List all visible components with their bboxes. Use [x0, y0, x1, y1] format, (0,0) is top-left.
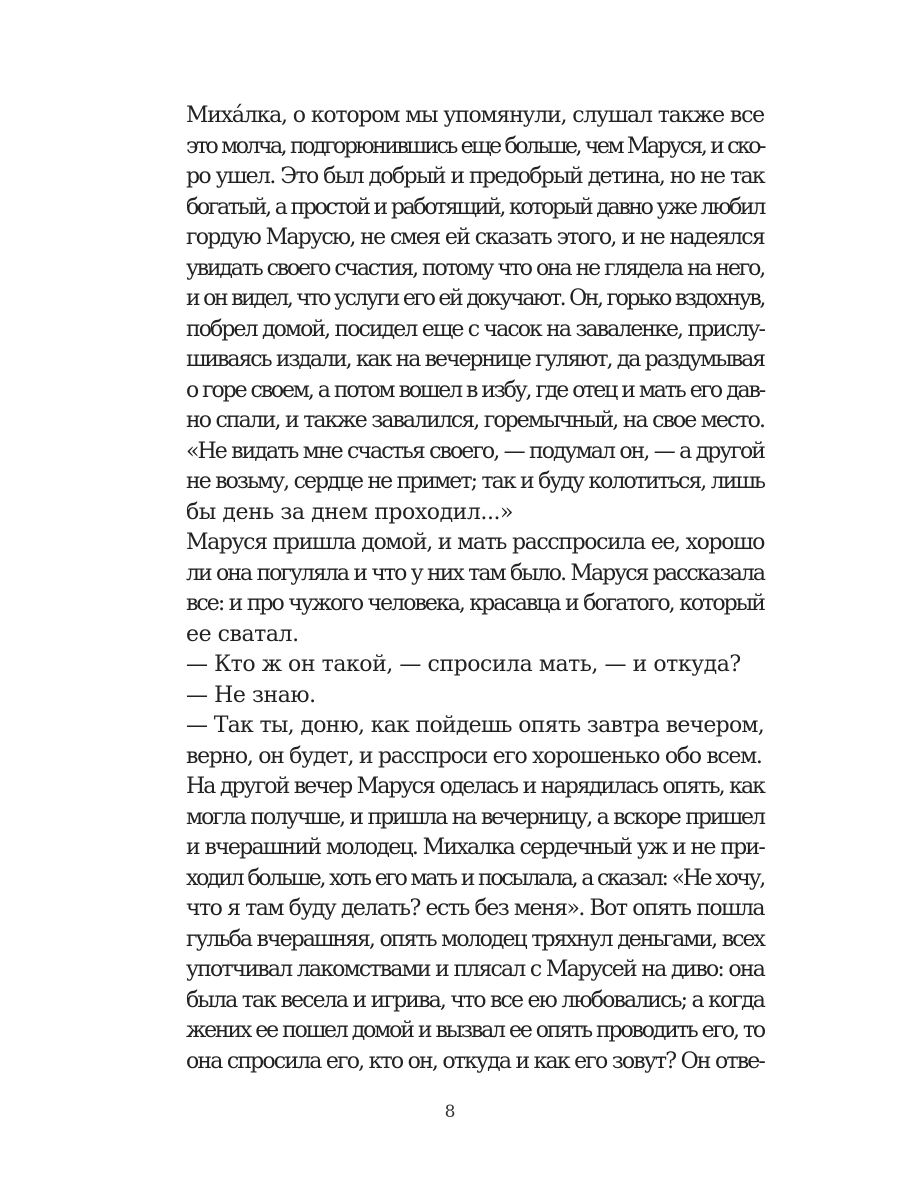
- text-line: употчивал лакомствами и плясал с Марусей на диво: она: [186, 957, 764, 982]
- text-line: — Кто ж он такой, — спросила мать, — и откуда?: [186, 652, 741, 677]
- text-line: — Так ты, доню, как пойдешь опять завтра вечером,: [186, 713, 764, 738]
- text-line: не возьму, сердце не примет; так и буду колотиться, лишь: [186, 469, 764, 494]
- text-line: гульба вчерашняя, опять молодец тряхнул деньгами, всех: [186, 926, 764, 952]
- dialogue-line-3: [164, 711, 764, 772]
- text-line: была так весела и игрива, что все ею любовались; а когда: [186, 987, 764, 1013]
- text-line: На другой вечер Маруся оделась и нарядилась опять, как: [186, 774, 764, 799]
- text-line: могла получше, и пришла на вечерницу, а вскоре пришел: [186, 804, 764, 830]
- text-line: ли она погуляла и что у них там было. Маруся рассказала: [186, 560, 764, 586]
- dialogue-line-1: [164, 650, 764, 681]
- text-line: и он видел, что услуги его ей докучают. Он, горько вздохнув,: [186, 286, 764, 311]
- text-line: «Не видать мне счастья своего, — подумал он, — а другой: [186, 438, 764, 464]
- text-line: увидать своего счастия, потому что она не глядела на него,: [186, 255, 764, 281]
- text-line: о горе своем, а потом вошел в избу, где отец и мать его дав-: [186, 377, 764, 403]
- text-line: она спросила его, кто он, откуда и как его зовут? Он отве-: [186, 1048, 764, 1074]
- text-line: верно, он будет, и расспроси его хорошенько обо всем.: [186, 743, 762, 769]
- text-line: побрел домой, посидел еще с часок на заваленке, прислу-: [186, 316, 764, 342]
- text-line: все: и про чужого человека, красавца и богатого, который: [186, 591, 764, 616]
- text-line: гордую Марусю, не смея ей сказать этого, и не надеялся: [186, 225, 764, 250]
- page-number: 8: [444, 1102, 456, 1122]
- text-line: ходил больше, хоть его мать и посылала, а сказал: «Не хочу,: [186, 865, 764, 891]
- text-line: богатый, а простой и работящий, который давно уже любил: [186, 194, 764, 220]
- text-line: бы день за днем проходил...»: [186, 499, 514, 525]
- text-line: и вчерашний молодец. Михалка сердечный уж и не при-: [186, 835, 764, 860]
- dialogue-line-2: [164, 681, 764, 712]
- paragraph-2: [164, 528, 764, 650]
- text-line: — Не знаю.: [186, 682, 316, 708]
- text-line: но спали, и также завалился, горемычный, на свое место.: [186, 408, 764, 433]
- paragraph-1: [164, 101, 764, 528]
- body-text: [164, 101, 764, 1077]
- text-line: что я там буду делать? есть без меня». Вот опять пошла: [186, 896, 764, 921]
- text-line: ее сватал.: [186, 621, 299, 647]
- text-line: Маруся пришла домой, и мать расспросила ее, хорошо: [186, 530, 764, 555]
- paragraph-3: [164, 772, 764, 1077]
- text-line: Миха́лка, о котором мы упомянули, слушал также все: [186, 103, 764, 128]
- text-line: это молча, подгорюнившись еще больше, чем Маруся, и ско-: [186, 133, 764, 159]
- text-line: шиваясь издали, как на вечернице гуляют, да раздумывая: [186, 347, 764, 372]
- text-line: ро ушел. Это был добрый и предобрый детина, но не так: [186, 164, 764, 189]
- text-line: жених ее пошел домой и вызвал ее опять проводить его, то: [186, 1018, 764, 1043]
